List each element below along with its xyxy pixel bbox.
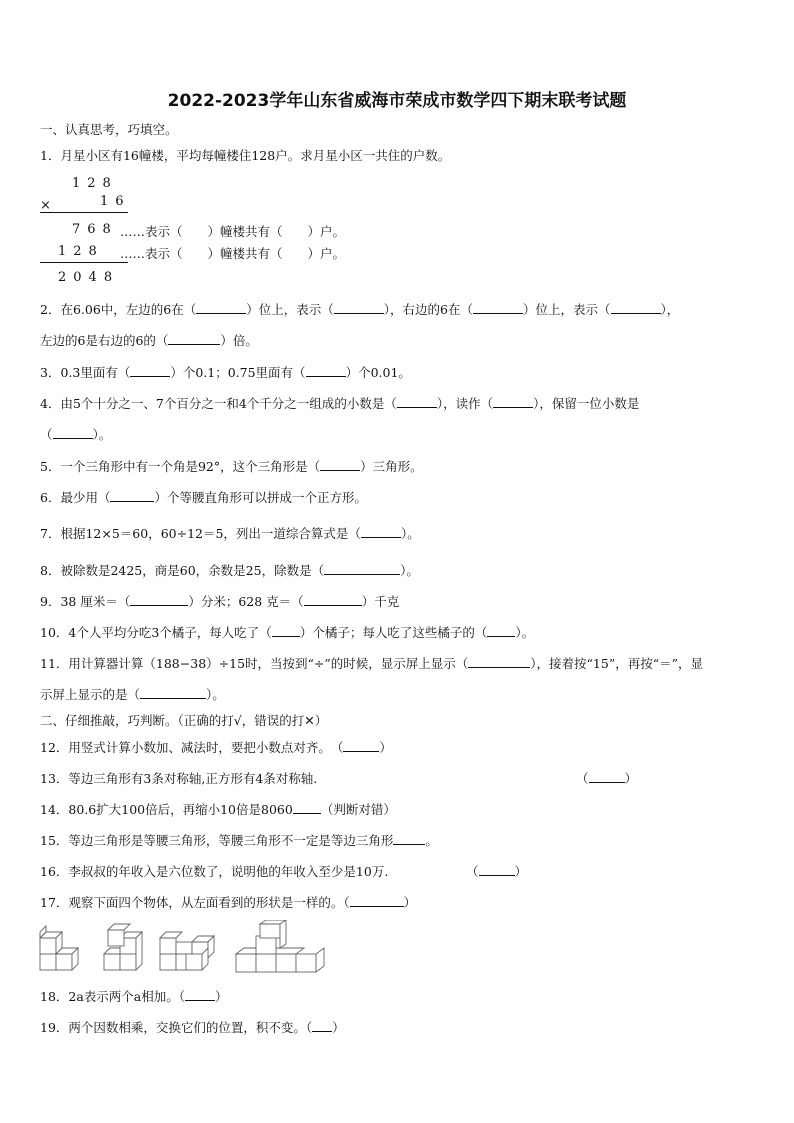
- question-19: [40, 1020, 345, 1036]
- question-11-line-1: [40, 656, 703, 672]
- q4-text-d: （: [40, 427, 53, 442]
- q8-blank: [324, 563, 400, 575]
- q3-text-c: ）个0.01。: [345, 365, 411, 380]
- q9-blank-2: [304, 594, 362, 606]
- cube-figure-1: [40, 926, 78, 970]
- q11-blank-2: [140, 687, 206, 699]
- question-17: [40, 895, 416, 911]
- q16-text-c: ）: [514, 864, 528, 879]
- q10-text-b: ）个橘子；每人吃了这些橘子的（: [299, 625, 488, 640]
- q11-text-c: 示屏上显示的是（: [40, 687, 141, 702]
- q18-text-b: ）: [215, 989, 228, 1004]
- q2-text-e: ），: [660, 302, 680, 317]
- calc-times-sign: ×: [40, 198, 51, 213]
- q7-text-b: ）。: [400, 526, 420, 541]
- q2-text-g: ）倍。: [220, 333, 258, 348]
- q17-text-b: ）: [403, 895, 417, 910]
- calc-rule-2: [40, 262, 128, 263]
- q16-text-b: （: [466, 864, 479, 879]
- q8-text-a: 8．被除数是2425，商是60，余数是25，除数是（: [40, 563, 325, 578]
- q4-text-c: ），保留一位小数是: [533, 396, 640, 411]
- q2-text-b: ）位上，表示（: [246, 302, 334, 317]
- q9-text-b: ）分米；628 克＝（: [188, 594, 304, 609]
- q2-text-a: 2．在6.06中，左边的6在（: [40, 302, 197, 317]
- question-6: [40, 490, 367, 506]
- question-10: [40, 625, 534, 641]
- question-5: [40, 459, 423, 475]
- calc-product: 2048: [58, 270, 120, 285]
- calc-partial-product-1: 768: [72, 222, 118, 237]
- q18-blank: [185, 989, 215, 1001]
- q2-blank-5: [168, 333, 220, 345]
- q9-text-c: ）千克: [361, 594, 400, 609]
- question-8: [40, 563, 419, 579]
- question-4-line-1: [40, 396, 639, 412]
- q11-text-d: ）。: [206, 687, 225, 702]
- q10-text-a: 10．4个人平均分吃3个橘子，每人吃了（: [40, 625, 272, 640]
- cube-figure-3: [160, 932, 214, 970]
- q2-blank-3: [473, 302, 523, 314]
- q15-text-b: 。: [425, 833, 438, 848]
- calc-note-2: ……表示（ ）幢楼共有（ ）户。: [120, 246, 346, 261]
- q17-blank: [350, 895, 404, 907]
- q13-blank: [589, 771, 625, 783]
- q3-blank-2: [306, 365, 346, 377]
- q2-text-f: 左边的6是右边的6的（: [40, 333, 169, 348]
- question-15: [40, 833, 438, 849]
- q13-text-c: ）: [624, 771, 638, 786]
- question-14: [40, 802, 396, 818]
- q6-text-a: 6．最少用（: [40, 490, 111, 505]
- cube-figures: [36, 920, 326, 978]
- q19-blank: [312, 1020, 332, 1032]
- question-7: [40, 526, 420, 542]
- q3-blank-1: [130, 365, 170, 377]
- q2-blank-1: [196, 302, 246, 314]
- q4-text-b: ），读作（: [436, 396, 494, 411]
- q15-text-a: 15．等边三角形是等腰三角形，等腰三角形不一定是等边三角形: [40, 833, 394, 848]
- question-1: 1．月星小区有16幢楼，平均每幢楼住128户。求月星小区一共住的户数。: [40, 148, 451, 163]
- calc-multiplier: 16: [100, 194, 131, 209]
- q16-text-a: 16．李叔叔的年收入是六位数了，说明他的年收入至少是10万.: [40, 864, 389, 879]
- q14-text-b: （判断对错）: [320, 802, 396, 817]
- q5-text-a: 5．一个三角形中有一个角是92°，这个三角形是（: [40, 459, 321, 474]
- q14-blank: [293, 802, 321, 814]
- cube-figure-2: [104, 924, 142, 970]
- q5-blank: [320, 459, 360, 471]
- q6-blank: [110, 490, 154, 502]
- question-16: [40, 864, 388, 880]
- q2-blank-4: [611, 302, 661, 314]
- q9-blank-1: [130, 594, 188, 606]
- q14-text-a: 14．80.6扩大100倍后，再缩小10倍是8060: [40, 802, 293, 817]
- q3-text-a: 3．0.3里面有（: [40, 365, 131, 380]
- q3-text-b: ）个0.1；0.75里面有（: [170, 365, 306, 380]
- question-16-answer: [466, 864, 527, 880]
- q2-text-c: ），右边的6在（: [383, 302, 473, 317]
- calc-rule-1: [40, 212, 128, 213]
- q5-text-b: ）三角形。: [360, 459, 423, 474]
- question-4-line-2: [40, 427, 111, 443]
- q7-text-a: 7．根据12×5＝60，60÷12＝5，列出一道综合算式是（: [40, 526, 361, 541]
- q18-text-a: 18．2a表示两个a相加。（: [40, 989, 186, 1004]
- question-3: [40, 365, 411, 381]
- q4-blank-2: [493, 396, 533, 408]
- calc-partial-product-2: 128: [58, 244, 104, 259]
- q12-text-b: ）: [379, 740, 392, 755]
- question-11-line-2: [40, 687, 225, 703]
- cube-figure-4: [236, 920, 324, 972]
- question-2-line-1: [40, 302, 679, 318]
- q10-text-c: ）。: [515, 625, 535, 640]
- q4-text-e: ）。: [92, 427, 112, 442]
- q19-text-b: ）: [332, 1020, 345, 1035]
- q13-text-b: （: [576, 771, 589, 786]
- q11-text-b: ），接着按“15”，再按“＝”，显: [530, 656, 703, 671]
- question-13-answer: [576, 771, 637, 787]
- q4-blank-3: [53, 427, 93, 439]
- q19-text-a: 19．两个因数相乘，交换它们的位置，积不变。（: [40, 1020, 313, 1035]
- q2-blank-2: [334, 302, 384, 314]
- q4-text-a: 4．由5个十分之一、7个百分之一和4个千分之一组成的小数是（: [40, 396, 397, 411]
- q6-text-b: ）个等腰直角形可以拼成一个正方形。: [154, 490, 367, 505]
- q11-text-a: 11．用计算器计算（188−38）÷15时，当按到“÷”的时候，显示屏上显示（: [40, 656, 469, 671]
- q17-text-a: 17．观察下面四个物体，从左面看到的形状是一样的。（: [40, 895, 350, 910]
- calc-note-1: ……表示（ ）幢楼共有（ ）户。: [120, 224, 346, 239]
- q2-text-d: ）位上，表示（: [522, 302, 611, 317]
- question-9: [40, 594, 399, 610]
- question-18: [40, 989, 228, 1005]
- vertical-multiplication: [40, 172, 440, 292]
- calc-multiplicand: 128: [72, 176, 118, 191]
- q12-blank: [343, 740, 379, 752]
- question-2-line-2: [40, 333, 258, 349]
- q9-text-a: 9．38 厘米＝（: [40, 594, 131, 609]
- section-heading-judgement: 二、仔细推敲，巧判断。（正确的打√，错误的打✕）: [40, 713, 328, 728]
- q12-text-a: 12．用竖式计算小数加、减法时，要把小数点对齐。 （: [40, 740, 344, 755]
- q15-blank: [393, 833, 425, 845]
- q10-blank-2: [487, 625, 515, 637]
- q11-blank-1: [468, 656, 530, 668]
- question-12: [40, 740, 392, 756]
- q10-blank-1: [272, 625, 300, 637]
- q8-text-b: ）。: [400, 563, 419, 578]
- page-title: 2022-2023学年山东省威海市荣成市数学四下期末联考试题: [167, 91, 627, 111]
- q13-text-a: 13．等边三角形有3条对称轴,正方形有4条对称轴.: [40, 771, 318, 786]
- section-heading-fill-blank: 一、认真思考，巧填空。: [40, 122, 178, 137]
- q4-blank-1: [397, 396, 437, 408]
- q16-blank: [479, 864, 515, 876]
- question-13: [40, 771, 317, 787]
- q7-blank: [361, 526, 401, 538]
